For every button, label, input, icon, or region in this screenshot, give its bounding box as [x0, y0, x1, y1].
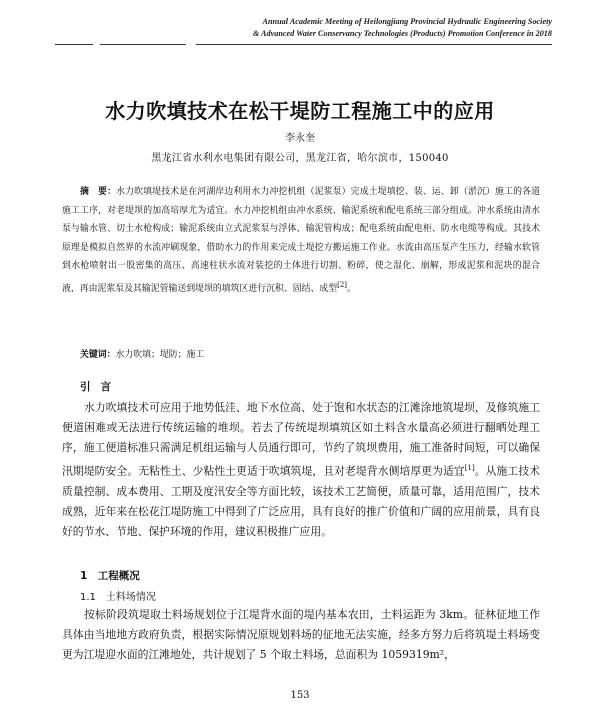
- conference-header-line2: & Advanced Water Conservancy Technologies (Products) Promotion Conference in 2018: [252, 29, 552, 38]
- intro-text-a: 水力吹填技术可应用于地势低洼、地下水位高、处于饱和水状态的江滩涂地筑堤坝，及修筑施工便道困难或无法进行传统运输的堆坝。若去了传统堤坝填筑区如土料含水量高必须进行翻晒处理工序，施工便道标准只需满足机组运输与人员通行即可，节约了筑坝费用，施工准备时间短，可以确保汛期堤防安全。无粘性土、少粘性土更适于吹填筑堤，且对老堤背水侧培厚更为适宜: [62, 401, 540, 478]
- keywords: [80, 347, 540, 360]
- keywords-text: 水力吹填；堤防；施工: [115, 350, 205, 360]
- intro-text-b: 。从施工技术质量控制、成本费用、工期及度汛安全等方面比较，该技术工艺简便，质量可靠，适用范围广，技术成熟，近年来在松花江堤防施工中得到了广泛应用，具有良好的推广价值和广阔的应用前景，具有良好的节水、节地、保护环境的作用，建议积极推广应用。: [62, 464, 541, 539]
- conference-header-line1: Annual Academic Meeting of Heilongjiang Provincial Hydraulic Engineering Society: [262, 17, 552, 26]
- author-affiliation: 黑龙江省水利水电集团有限公司，黑龙江省，哈尔滨市，150040: [151, 153, 449, 164]
- abstract: [62, 183, 540, 299]
- intro-paragraph: [62, 398, 540, 542]
- header-rule-right: [196, 44, 552, 45]
- section1-paragraph: 按标阶段筑堤取土料场规划位于江堤背水面的堤内基本农田，土料运距为 3km。征林征地工作具体由当地地方政府负责，根据实际情况原规划料场的征地无法实施，经多方努力后将筑堤土料场变更为江堤迎水面的江滩地处，共计规划了 5 个取土料场，总面积为 1059319m²，: [62, 608, 540, 662]
- section1-heading: 1 工程概况: [80, 570, 140, 582]
- abstract-end: 。: [347, 283, 356, 294]
- abstract-label: 摘 要：: [80, 187, 117, 197]
- paper-title: 水力吹填技术在松干堤防工程施工中的应用: [105, 99, 495, 123]
- conference-header: [196, 16, 552, 40]
- author-name: 李永奎: [285, 133, 315, 144]
- header-rule-left-short: [55, 44, 93, 45]
- page-number: 153: [290, 690, 310, 701]
- abstract-text: 水力吹填堤技术是在河湖岸边利用水力冲挖机组（泥浆泵）完成土堤填挖、装、运、卸（淤沉）施工的各道施工工序，对老堤坝的加高培厚尤为适宜。水力冲挖机组由冲水系统、输泥系统和配电系统三部分组成。冲水系统由清水泵与输水管、切土水枪构成；输泥系统由立式泥浆泵与浮体、输泥管构成；配电系统由配电柜、防水电缆等构成。其技术原理是模拟自然界的水流冲刷现象，借助水力的作用来完成土堤挖方搬运施工作业。水流由高压泵产生压力，经输水软管到水枪喷射出一股密集的高压、高速柱状水流对装挖的土体进行切割、粉碎，使之湿化、崩解，形成泥浆和泥块的混合液，再由泥浆泵及其输泥管输送到堤坝的填筑区进行沉积、固结、成型: [62, 187, 540, 294]
- intro-heading: 引言: [80, 381, 121, 393]
- abstract-citation: [2]: [337, 280, 348, 289]
- section1-1-heading: 1.1 土料场情况: [80, 592, 156, 603]
- keywords-label: 关键词：: [80, 350, 116, 360]
- intro-citation: [1]: [464, 464, 475, 473]
- header-rule-left: [100, 44, 186, 45]
